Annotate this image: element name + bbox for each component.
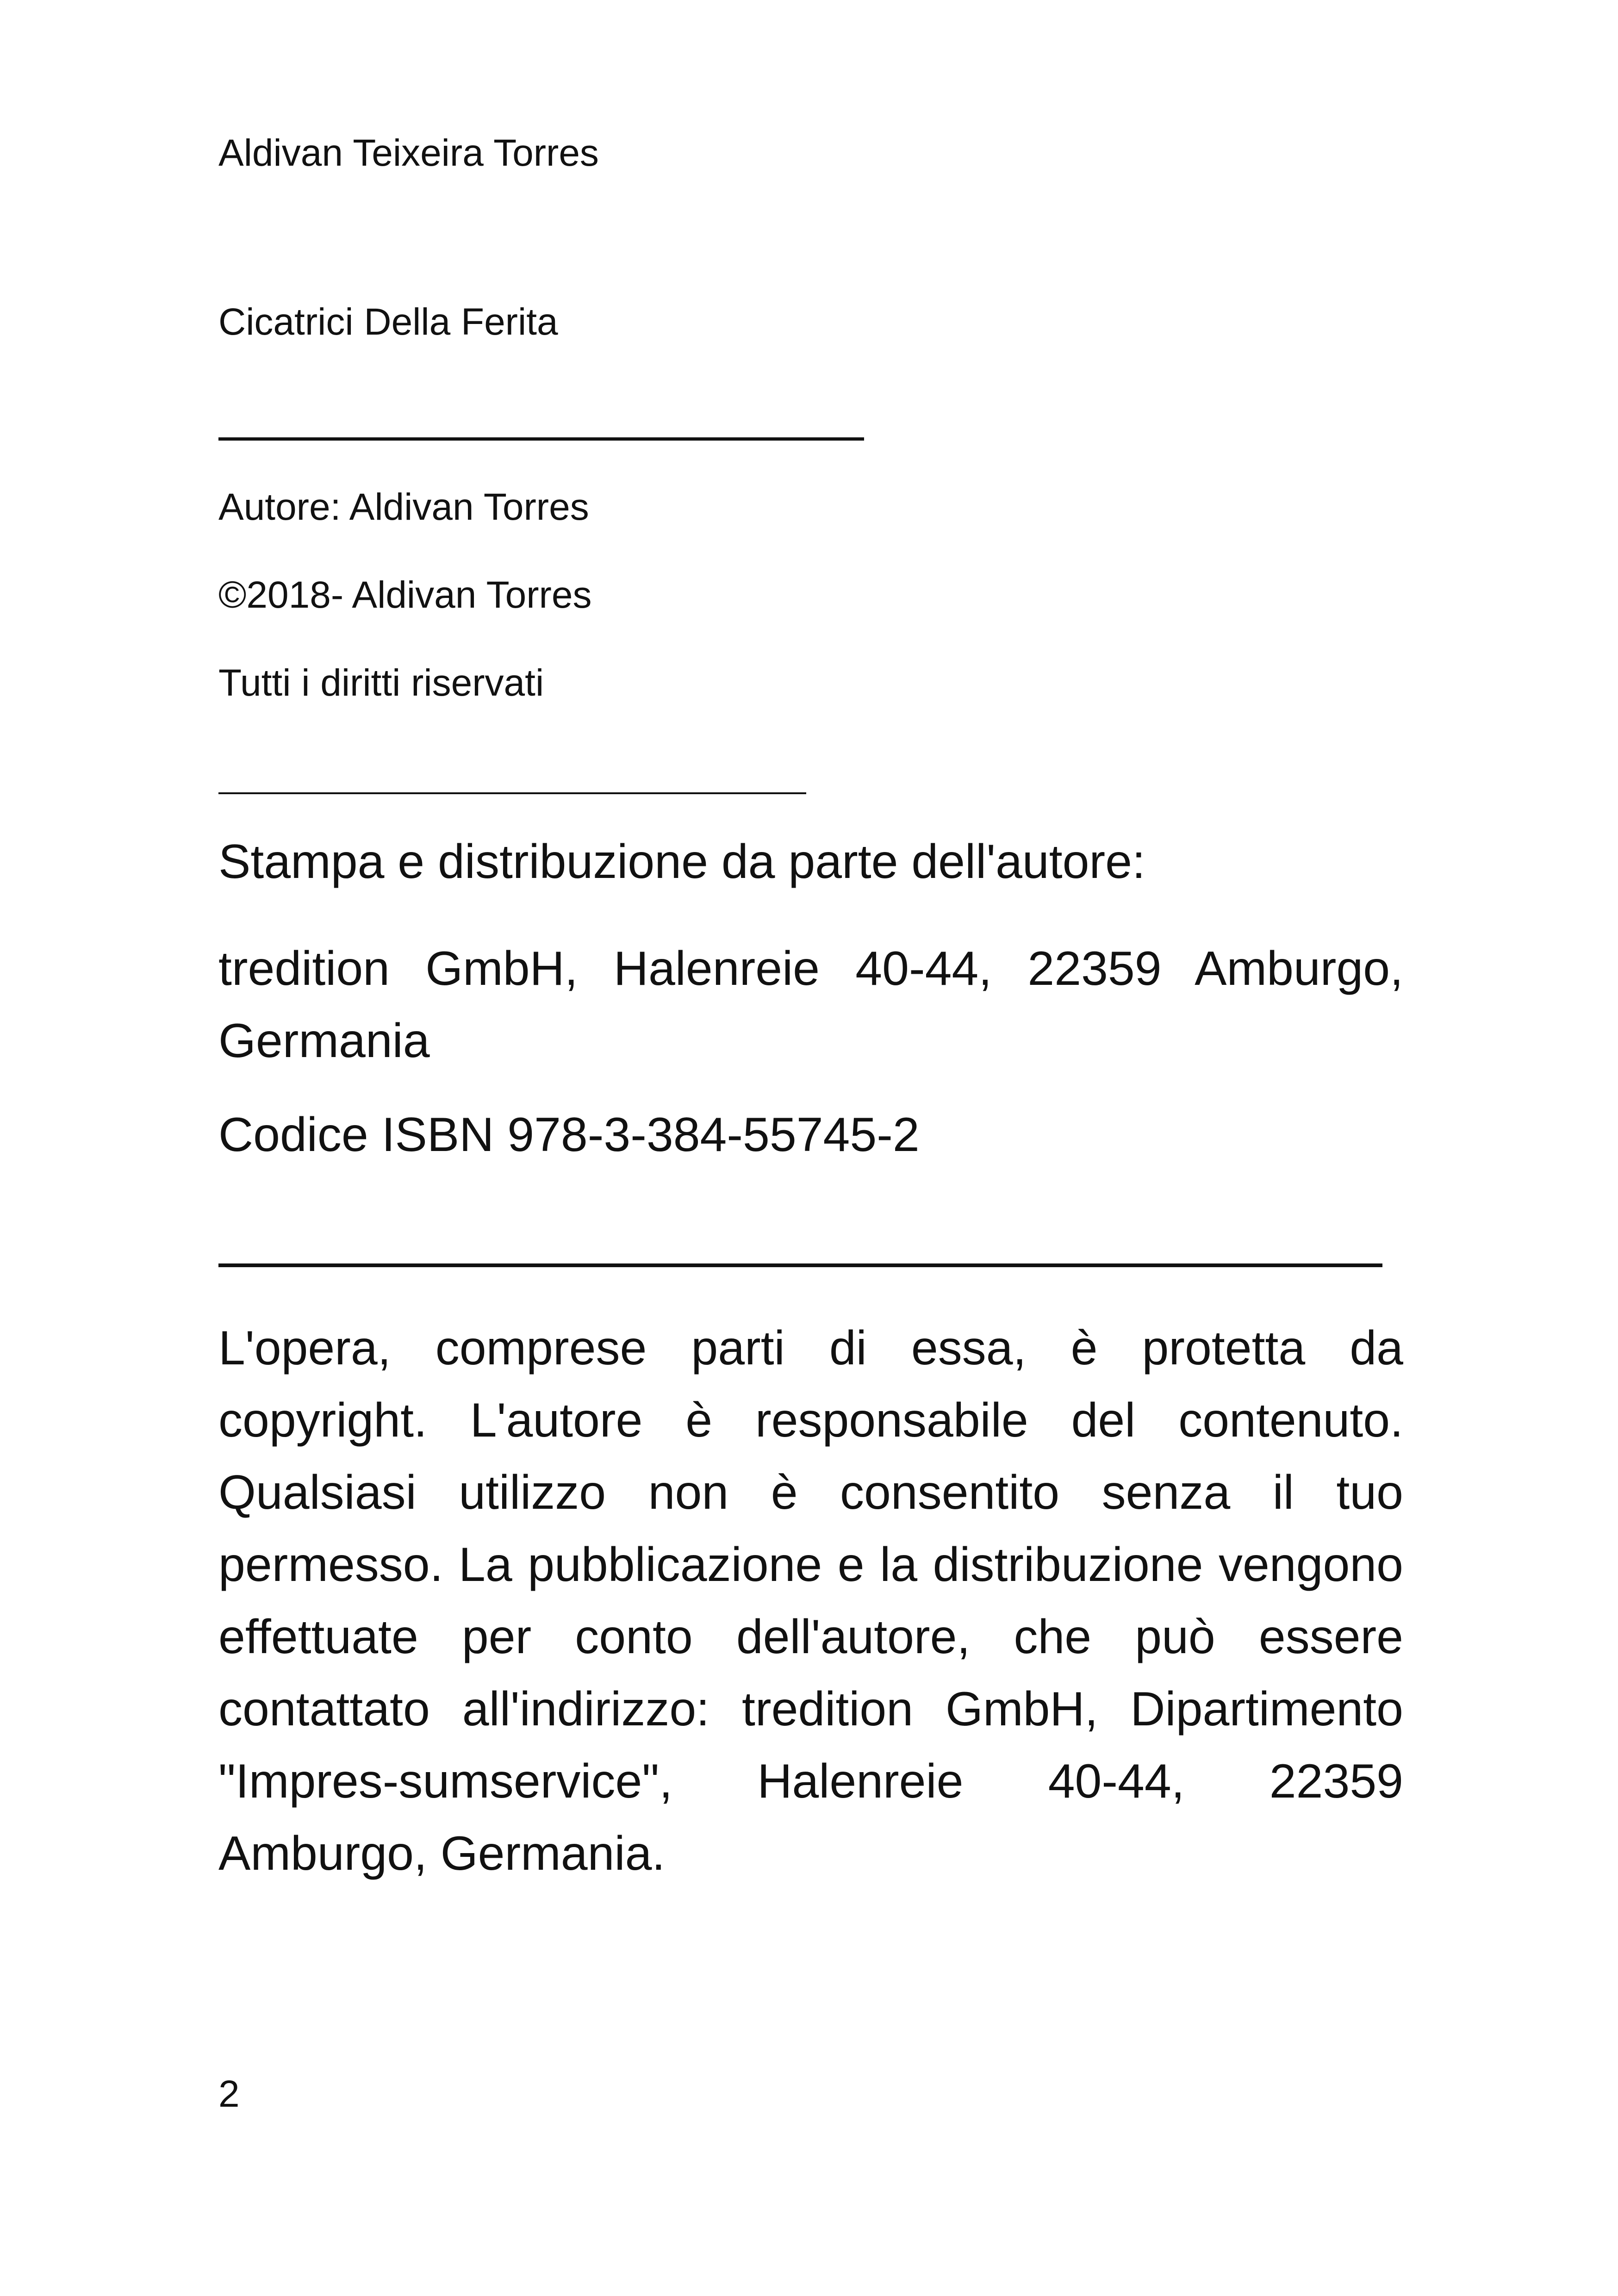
book-title: Cicatrici Della Ferita [218, 301, 558, 343]
isbn-code: Codice ISBN 978-3-384-55745-2 [218, 1108, 920, 1162]
publisher-address: tredition GmbH, Halenreie 40-44, 22359 Amburgo, Germania [218, 942, 1403, 1068]
divider-rule-3 [218, 1263, 1382, 1267]
divider-rule-2 [218, 792, 806, 794]
author-credit: Autore: Aldivan Torres [218, 486, 589, 528]
rights-reserved: Tutti i diritti riservati [218, 662, 544, 704]
page-number: 2 [218, 2073, 240, 2115]
copyright-legal-notice: L'opera, comprese parti di essa, è protetta da copyright. L'autore è responsabile del contenuto. Qualsiasi utilizzo non è consentito senza il tuo permesso. La pubblicazione e la distribuzione vengono effettuate per conto dell'autore, che può essere contattato all'indirizzo: tredition GmbH, Dipartimento "Impres-sumservice", Halenreie 40-44, 22359 Amburgo, Germania. [218, 1321, 1403, 1880]
print-distribution-label: Stampa e distribuzione da parte dell'autore: [218, 835, 1145, 889]
divider-rule-1 [218, 437, 864, 441]
copyright-notice: ©2018- Aldivan Torres [218, 574, 592, 616]
author-name: Aldivan Teixeira Torres [218, 132, 599, 174]
